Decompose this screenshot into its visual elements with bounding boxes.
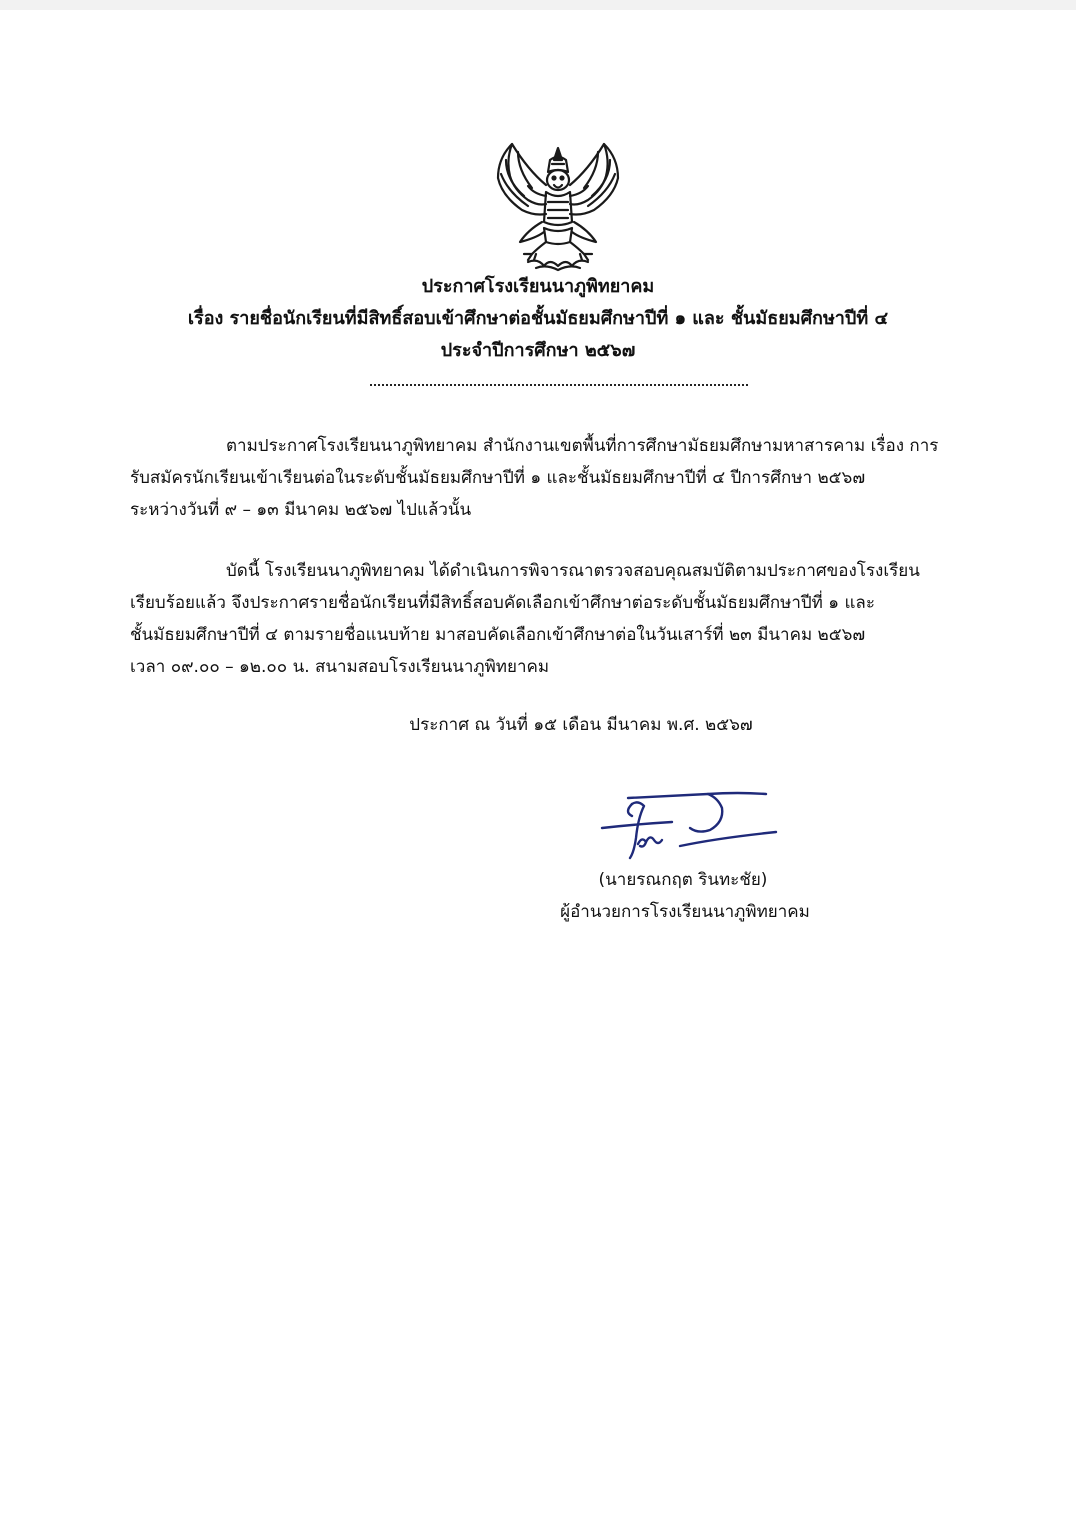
garuda-emblem-icon bbox=[488, 130, 628, 272]
announcement-title: ประกาศโรงเรียนนาภูพิทยาคม bbox=[421, 276, 655, 297]
announcement-subject: เรื่อง รายชื่อนักเรียนที่มีสิทธิ์สอบเข้าศึกษาต่อชั้นมัธยมศึกษาปีที่ ๑ และ ชั้นมัธยมศึกษาปีที่ ๔ bbox=[187, 308, 889, 329]
paragraph-line: ชั้นมัธยมศึกษาปีที่ ๔ ตามรายชื่อแนบท้าย มาสอบคัดเลือกเข้าศึกษาต่อในวันเสาร์ที่ ๒๓ มีนาคม ๒๕๖๗ bbox=[130, 625, 866, 645]
signer-title: ผู้อำนวยการโรงเรียนนาภูพิทยาคม bbox=[560, 902, 810, 922]
paragraph-line: เรียบร้อยแล้ว จึงประกาศรายชื่อนักเรียนที่มีสิทธิ์สอบคัดเลือกเข้าศึกษาต่อระดับชั้นมัธยมศึกษาปีที่ ๑ และ bbox=[130, 593, 875, 613]
paragraph-line: รับสมัครนักเรียนเข้าเรียนต่อในระดับชั้นมัธยมศึกษาปีที่ ๑ และชั้นมัธยมศึกษาปีที่ ๔ ปีการศึกษา ๒๕๖๗ bbox=[130, 468, 866, 488]
top-strip bbox=[0, 0, 1076, 10]
announcement-date: ประกาศ ณ วันที่ ๑๕ เดือน มีนาคม พ.ศ. ๒๕๖๗ bbox=[409, 715, 753, 735]
paragraph-line: เวลา ๐๙.๐๐ – ๑๒.๐๐ น. สนามสอบโรงเรียนนาภูพิทยาคม bbox=[130, 657, 550, 677]
handwritten-signature-icon bbox=[598, 788, 780, 864]
body-paragraph-1 bbox=[130, 430, 988, 526]
body-paragraph-2 bbox=[130, 555, 988, 683]
paragraph-line: บัดนี้ โรงเรียนนาภูพิทยาคม ได้ดำเนินการพิจารณาตรวจสอบคุณสมบัติตามประกาศของโรงเรียน bbox=[226, 561, 920, 581]
dotted-divider bbox=[370, 384, 748, 386]
paragraph-line: ระหว่างวันที่ ๙ – ๑๓ มีนาคม ๒๕๖๗ ไปแล้วนั้น bbox=[130, 500, 472, 520]
paragraph-line: ตามประกาศโรงเรียนนาภูพิทยาคม สำนักงานเขตพื้นที่การศึกษามัธยมศึกษามหาสารคาม เรื่อง การ bbox=[226, 436, 939, 456]
academic-year: ประจำปีการศึกษา ๒๕๖๗ bbox=[440, 340, 636, 361]
signer-name: (นายรณกฤต รินทะชัย) bbox=[598, 870, 768, 890]
